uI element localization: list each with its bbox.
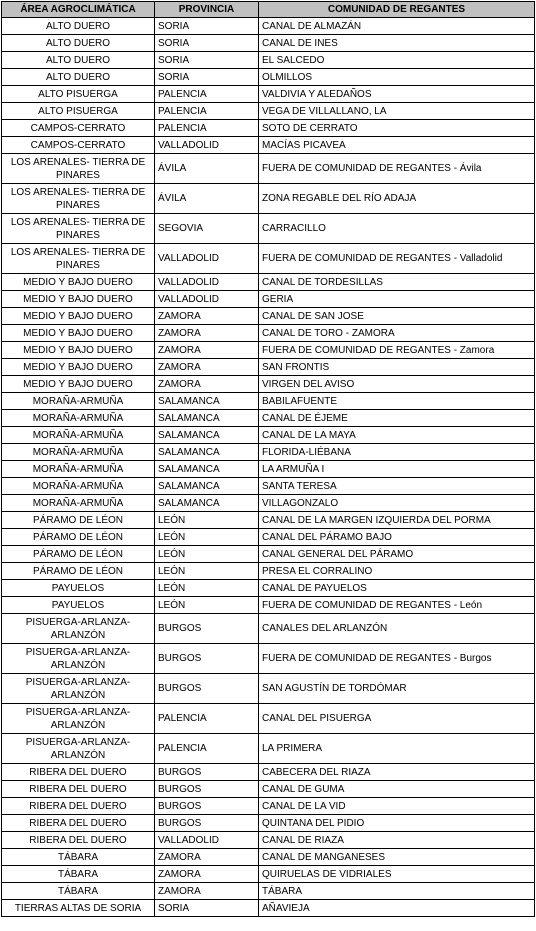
cell-comunidad: CANAL DE INES xyxy=(259,35,535,52)
cell-comunidad: CANAL DEL PÁRAMO BAJO xyxy=(259,529,535,546)
cell-comunidad: VIRGEN DEL AVISO xyxy=(259,376,535,393)
cell-area: LOS ARENALES- TIERRA DE PINARES xyxy=(2,244,155,274)
table-row xyxy=(2,866,535,883)
cell-area: MORAÑA-ARMUÑA xyxy=(2,495,155,512)
cell-area: PISUERGA-ARLANZA-ARLANZÓN xyxy=(2,644,155,674)
table-row xyxy=(2,580,535,597)
cell-provincia: SORIA xyxy=(155,52,259,69)
cell-area: MEDIO Y BAJO DUERO xyxy=(2,274,155,291)
cell-area: TÁBARA xyxy=(2,866,155,883)
cell-provincia: VALLADOLID xyxy=(155,137,259,154)
cell-comunidad: AÑAVIEJA xyxy=(259,900,535,917)
cell-provincia: VALLADOLID xyxy=(155,832,259,849)
cell-area: MORAÑA-ARMUÑA xyxy=(2,410,155,427)
header-row xyxy=(2,2,535,18)
table-row xyxy=(2,376,535,393)
cell-area: MEDIO Y BAJO DUERO xyxy=(2,342,155,359)
cell-area: MEDIO Y BAJO DUERO xyxy=(2,291,155,308)
cell-comunidad: FUERA DE COMUNIDAD DE REGANTES - Ávila xyxy=(259,154,535,184)
cell-provincia: ZAMORA xyxy=(155,376,259,393)
cell-area: RIBERA DEL DUERO xyxy=(2,815,155,832)
cell-area: ALTO DUERO xyxy=(2,69,155,86)
table-row xyxy=(2,137,535,154)
cell-comunidad: CABECERA DEL RIAZA xyxy=(259,764,535,781)
cell-comunidad: FLORIDA-LIÉBANA xyxy=(259,444,535,461)
cell-provincia: SALAMANCA xyxy=(155,461,259,478)
cell-provincia: SALAMANCA xyxy=(155,410,259,427)
cell-comunidad: CANAL DE TORO - ZAMORA xyxy=(259,325,535,342)
cell-area: MEDIO Y BAJO DUERO xyxy=(2,376,155,393)
cell-provincia: LEÓN xyxy=(155,529,259,546)
table-row xyxy=(2,427,535,444)
cell-comunidad: SANTA TERESA xyxy=(259,478,535,495)
cell-area: MORAÑA-ARMUÑA xyxy=(2,393,155,410)
table-row xyxy=(2,674,535,704)
cell-provincia: PALENCIA xyxy=(155,120,259,137)
cell-area: MEDIO Y BAJO DUERO xyxy=(2,325,155,342)
table-row xyxy=(2,244,535,274)
cell-comunidad: LA PRIMERA xyxy=(259,734,535,764)
cell-comunidad: FUERA DE COMUNIDAD DE REGANTES - Zamora xyxy=(259,342,535,359)
cell-comunidad: CANALES DEL ARLANZÓN xyxy=(259,614,535,644)
table-row xyxy=(2,704,535,734)
cell-comunidad: GERIA xyxy=(259,291,535,308)
cell-provincia: VALLADOLID xyxy=(155,291,259,308)
cell-provincia: BURGOS xyxy=(155,764,259,781)
header-comunidad: COMUNIDAD DE REGANTES xyxy=(259,2,535,18)
cell-provincia: ZAMORA xyxy=(155,883,259,900)
cell-provincia: SALAMANCA xyxy=(155,495,259,512)
cell-area: LOS ARENALES- TIERRA DE PINARES xyxy=(2,154,155,184)
table-row xyxy=(2,563,535,580)
cell-comunidad: QUIRUELAS DE VIDRIALES xyxy=(259,866,535,883)
cell-comunidad: EL SALCEDO xyxy=(259,52,535,69)
cell-area: TÁBARA xyxy=(2,883,155,900)
cell-provincia: ÁVILA xyxy=(155,154,259,184)
table-row xyxy=(2,546,535,563)
table-row xyxy=(2,444,535,461)
cell-area: ALTO PISUERGA xyxy=(2,86,155,103)
cell-comunidad: VILLAGONZALO xyxy=(259,495,535,512)
cell-comunidad: CANAL DE TORDESILLAS xyxy=(259,274,535,291)
cell-provincia: LEÓN xyxy=(155,563,259,580)
cell-provincia: BURGOS xyxy=(155,644,259,674)
table-header xyxy=(2,2,535,18)
cell-comunidad: SAN FRONTIS xyxy=(259,359,535,376)
table-row xyxy=(2,900,535,917)
cell-provincia: VALLADOLID xyxy=(155,274,259,291)
cell-area: LOS ARENALES- TIERRA DE PINARES xyxy=(2,214,155,244)
table-row xyxy=(2,274,535,291)
table-row xyxy=(2,18,535,35)
cell-area: PAYUELOS xyxy=(2,597,155,614)
cell-comunidad: CANAL DE LA MARGEN IZQUIERDA DEL PORMA xyxy=(259,512,535,529)
cell-provincia: SORIA xyxy=(155,900,259,917)
cell-comunidad: CANAL DE MANGANESES xyxy=(259,849,535,866)
cell-comunidad: CANAL DE PAYUELOS xyxy=(259,580,535,597)
cell-comunidad: FUERA DE COMUNIDAD DE REGANTES - Burgos xyxy=(259,644,535,674)
cell-provincia: BURGOS xyxy=(155,798,259,815)
cell-comunidad: TÁBARA xyxy=(259,883,535,900)
table-row xyxy=(2,614,535,644)
table-row xyxy=(2,644,535,674)
cell-area: PÁRAMO DE LÉON xyxy=(2,529,155,546)
cell-comunidad: CANAL DE ÉJEME xyxy=(259,410,535,427)
table-row xyxy=(2,308,535,325)
cell-provincia: ZAMORA xyxy=(155,342,259,359)
cell-area: MEDIO Y BAJO DUERO xyxy=(2,359,155,376)
cell-provincia: LEÓN xyxy=(155,546,259,563)
cell-provincia: PALENCIA xyxy=(155,103,259,120)
cell-comunidad: FUERA DE COMUNIDAD DE REGANTES - León xyxy=(259,597,535,614)
cell-comunidad: VALDIVIA Y ALEDAÑOS xyxy=(259,86,535,103)
table-row xyxy=(2,103,535,120)
table-row xyxy=(2,734,535,764)
table-row xyxy=(2,461,535,478)
header-area: ÁREA AGROCLIMÁTICA xyxy=(2,2,155,18)
cell-area: TIERRAS ALTAS DE SORIA xyxy=(2,900,155,917)
table-row xyxy=(2,52,535,69)
table-row xyxy=(2,512,535,529)
table-row xyxy=(2,832,535,849)
cell-area: ALTO PISUERGA xyxy=(2,103,155,120)
cell-comunidad: CANAL DE GUMA xyxy=(259,781,535,798)
table-row xyxy=(2,154,535,184)
regantes-table xyxy=(1,1,535,917)
cell-provincia: ÁVILA xyxy=(155,184,259,214)
table-row xyxy=(2,291,535,308)
cell-area: ALTO DUERO xyxy=(2,35,155,52)
cell-provincia: PALENCIA xyxy=(155,86,259,103)
cell-area: CAMPOS-CERRATO xyxy=(2,120,155,137)
cell-area: PISUERGA-ARLANZA-ARLANZÓN xyxy=(2,614,155,644)
cell-provincia: ZAMORA xyxy=(155,359,259,376)
table-row xyxy=(2,597,535,614)
table-row xyxy=(2,883,535,900)
cell-provincia: BURGOS xyxy=(155,674,259,704)
cell-provincia: SALAMANCA xyxy=(155,393,259,410)
cell-area: PISUERGA-ARLANZA-ARLANZÓN xyxy=(2,734,155,764)
cell-comunidad: SAN AGUSTÍN DE TORDÓMAR xyxy=(259,674,535,704)
cell-provincia: BURGOS xyxy=(155,815,259,832)
cell-comunidad: PRESA EL CORRALINO xyxy=(259,563,535,580)
cell-area: MORAÑA-ARMUÑA xyxy=(2,444,155,461)
cell-provincia: SALAMANCA xyxy=(155,444,259,461)
cell-provincia: SALAMANCA xyxy=(155,427,259,444)
table-row xyxy=(2,478,535,495)
table-row xyxy=(2,69,535,86)
cell-comunidad: FUERA DE COMUNIDAD DE REGANTES - Valladolid xyxy=(259,244,535,274)
table-row xyxy=(2,35,535,52)
table-row xyxy=(2,495,535,512)
cell-comunidad: CANAL DE RIAZA xyxy=(259,832,535,849)
table-row xyxy=(2,798,535,815)
cell-area: PÁRAMO DE LÉON xyxy=(2,563,155,580)
cell-provincia: SORIA xyxy=(155,35,259,52)
cell-provincia: BURGOS xyxy=(155,614,259,644)
cell-provincia: ZAMORA xyxy=(155,866,259,883)
cell-area: MEDIO Y BAJO DUERO xyxy=(2,308,155,325)
cell-area: ALTO DUERO xyxy=(2,52,155,69)
cell-provincia: ZAMORA xyxy=(155,308,259,325)
cell-provincia: SORIA xyxy=(155,18,259,35)
cell-provincia: PALENCIA xyxy=(155,734,259,764)
table-row xyxy=(2,184,535,214)
cell-area: PÁRAMO DE LÉON xyxy=(2,512,155,529)
cell-comunidad: CANAL DE LA MAYA xyxy=(259,427,535,444)
cell-area: RIBERA DEL DUERO xyxy=(2,832,155,849)
table-row xyxy=(2,410,535,427)
cell-area: MORAÑA-ARMUÑA xyxy=(2,427,155,444)
cell-area: CAMPOS-CERRATO xyxy=(2,137,155,154)
cell-comunidad: LA ARMUÑA I xyxy=(259,461,535,478)
cell-area: PISUERGA-ARLANZA-ARLANZÓN xyxy=(2,704,155,734)
table-row xyxy=(2,815,535,832)
table-row xyxy=(2,342,535,359)
header-provincia: PROVINCIA xyxy=(155,2,259,18)
cell-area: PÁRAMO DE LÉON xyxy=(2,546,155,563)
cell-area: PISUERGA-ARLANZA-ARLANZÓN xyxy=(2,674,155,704)
table-row xyxy=(2,120,535,137)
cell-provincia: VALLADOLID xyxy=(155,244,259,274)
table-row xyxy=(2,529,535,546)
table-row xyxy=(2,86,535,103)
table-row xyxy=(2,764,535,781)
cell-provincia: ZAMORA xyxy=(155,849,259,866)
cell-comunidad: CANAL DE ALMAZÁN xyxy=(259,18,535,35)
table-row xyxy=(2,214,535,244)
cell-comunidad: VEGA DE VILLALLANO, LA xyxy=(259,103,535,120)
table-row xyxy=(2,781,535,798)
cell-area: RIBERA DEL DUERO xyxy=(2,781,155,798)
cell-provincia: LEÓN xyxy=(155,597,259,614)
cell-comunidad: CANAL DE SAN JOSE xyxy=(259,308,535,325)
cell-provincia: PALENCIA xyxy=(155,704,259,734)
cell-comunidad: SOTO DE CERRATO xyxy=(259,120,535,137)
table-row xyxy=(2,325,535,342)
cell-area: ALTO DUERO xyxy=(2,18,155,35)
cell-provincia: BURGOS xyxy=(155,781,259,798)
table-row xyxy=(2,393,535,410)
cell-provincia: SALAMANCA xyxy=(155,478,259,495)
cell-area: LOS ARENALES- TIERRA DE PINARES xyxy=(2,184,155,214)
cell-comunidad: MACÍAS PICAVEA xyxy=(259,137,535,154)
cell-area: MORAÑA-ARMUÑA xyxy=(2,478,155,495)
cell-comunidad: BABILAFUENTE xyxy=(259,393,535,410)
table-row xyxy=(2,849,535,866)
cell-provincia: LEÓN xyxy=(155,512,259,529)
cell-provincia: ZAMORA xyxy=(155,325,259,342)
cell-provincia: SORIA xyxy=(155,69,259,86)
cell-comunidad: QUINTANA DEL PIDIO xyxy=(259,815,535,832)
cell-comunidad: CANAL DE LA VID xyxy=(259,798,535,815)
table-row xyxy=(2,359,535,376)
cell-area: MORAÑA-ARMUÑA xyxy=(2,461,155,478)
cell-comunidad: CARRACILLO xyxy=(259,214,535,244)
table-body xyxy=(2,18,535,917)
cell-area: RIBERA DEL DUERO xyxy=(2,764,155,781)
cell-comunidad: OLMILLOS xyxy=(259,69,535,86)
cell-area: TÁBARA xyxy=(2,849,155,866)
cell-comunidad: CANAL GENERAL DEL PÁRAMO xyxy=(259,546,535,563)
cell-comunidad: CANAL DEL PISUERGA xyxy=(259,704,535,734)
cell-provincia: SEGOVIA xyxy=(155,214,259,244)
cell-area: RIBERA DEL DUERO xyxy=(2,798,155,815)
cell-area: PAYUELOS xyxy=(2,580,155,597)
cell-provincia: LEÓN xyxy=(155,580,259,597)
cell-comunidad: ZONA REGABLE DEL RÍO ADAJA xyxy=(259,184,535,214)
